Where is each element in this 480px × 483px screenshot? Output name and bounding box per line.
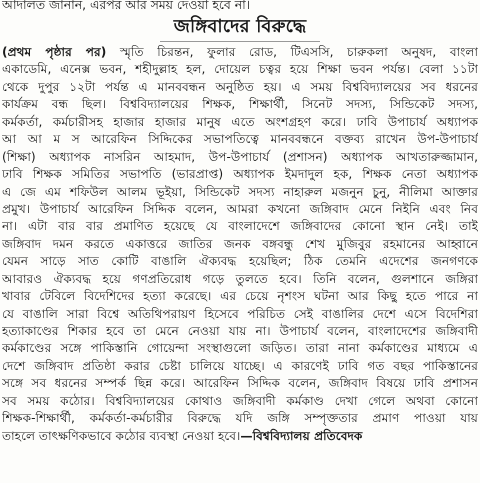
article-line: কর্মকাণ্ডের সঙ্গে পাকিস্তানি গোয়েন্দা সংস্থাগুলো জড়িত। তারা নানা কর্মকাণ্ডের মাধ্যমে এ: [2, 341, 478, 356]
article-line: (প্রথম পৃষ্ঠার পর) স্মৃতি চিরন্তন, ফুলার রোড, টিএসসি, চারুকলা অনুষদ, বাংলা: [2, 45, 478, 59]
article-line: একাডেমি, এনেক্স ভবন, শহীদুল্লাহ হল, দোয়েল চত্বর হয়ে শিক্ষা ভবন পর্যন্ত। বেলা ১১টা: [2, 62, 478, 77]
article-line: যেমন সাড়ে সাত কোটি বাঙালি ঐক্যবদ্ধ হয়েছিল; ঠিক তেমনি এদেশের জনগণকে: [2, 254, 478, 269]
article-line: তাহলে তাৎক্ষণিকভাবে কঠোর ব্যবস্থা নেওয়া হবে।—বিশ্ববিদ্যালয় প্রতিবেদক: [2, 428, 363, 443]
article-line: না। এটা বার বার প্রমাণিত হয়েছে যে বাংলাদেশে জঙ্গিবাদের কোনো স্থান নেই। তাই: [2, 219, 478, 234]
article-headline: জঙ্গিবাদের বিরুদ্ধে: [173, 16, 307, 37]
article-line: আবারও ঐক্যবদ্ধ হয়ে গণপ্রতিরোধ গড়ে তুলতে হবে। তিনি বলেন, গুলশানে জঙ্গিরা: [2, 271, 478, 286]
article-line: দেশে জঙ্গিবাদ প্রতিষ্ঠা করার চেষ্টা চালিয়ে যাচ্ছে। এ কারণেই ঢাবি গত বছর পাকিস্তানের: [2, 358, 478, 373]
previous-article-tail: আদালত জানান, এরপর আর সময় দেওয়া হবে না।: [2, 0, 251, 12]
article-line: শিক্ষক-শিক্ষার্থী, কর্মকর্তা-কর্মচারীর বিরুদ্ধে যদি জঙ্গি সম্পৃক্ততার প্রমাণ পাওয়া যায়: [2, 411, 478, 426]
article-line: সঙ্গে সব ধরনের সম্পর্ক ছিন্ন করে। আরেফিন সিদ্দিক বলেন, জঙ্গিবাদ বিষয়ে ঢাবি প্রশাসন: [2, 376, 478, 391]
article-line: যে বাঙালি সারা বিশ্বে অতিথিপরায়ণ হিসেবে পরিচিত সেই বাঙালির দেশে এসে বিদেশিরা: [2, 306, 478, 321]
article-line: এ জে এম শফিউল আলম ভূইয়া, সিন্ডিকেট সদস্য নাহারুল মজনুন চুনু, নীলিমা আক্তার: [2, 184, 478, 199]
article-line: প্রমুখ। উপাচার্য আরেফিন সিদ্দিক বলেন, আমরা কখনো জঙ্গিবাদ মেনে নিইনি এবং নিব: [2, 201, 478, 216]
article-body: [2, 44, 478, 445]
article-line: আ আ ম স আরেফিন সিদ্দিকের সভাপতিত্বে মানববন্ধনে বক্তব্য রাখেন উপ-উপাচার্য: [2, 132, 478, 147]
article-line: (শিক্ষা) অধ্যাপক নাসরিন আহমাদ, উপ-উপাচার্য (প্রশাসন) অধ্যাপক আখতারুজ্জামান,: [2, 149, 478, 164]
continuation-label: (প্রথম পৃষ্ঠার পর): [2, 45, 107, 59]
headline-divider: [160, 41, 320, 42]
article-line: কর্মকর্তা, কর্মচারীসহ হাজার হাজার মানুষ এতে অংশগ্রহণ করে। ঢাবি উপাচার্য অধ্যাপক: [2, 114, 478, 129]
article-line: জঙ্গিবাদ দমন করতে একাত্তরে জাতির জনক বঙ্গবন্ধু শেখ মুজিবুর রহমানের আহ্বানে: [2, 236, 478, 251]
article-line: খাবার টেবিলে বিদেশিদের হত্যা করেছে। এর চেয়ে নৃশংস ঘটনা আর কিছু হতে পারে না: [2, 289, 478, 304]
article-line: ঢাবি শিক্ষক সমিতির সভাপতি (ভারপ্রাপ্ত) অধ্যাপক ইমদাদুল হক, শিক্ষক নেতা অধ্যাপক: [2, 167, 478, 182]
article-line: সব সময় কঠোর। বিশ্ববিদ্যালয়ের কোথাও জঙ্গিবাদী কর্মকাণ্ড দেখা গেলে অথবা কোনো: [2, 393, 478, 408]
article-line: কার্যক্রম বন্ধ ছিল। বিশ্ববিদ্যালয়ের শিক্ষক, শিক্ষার্থী, সিনেট সদস্য, সিন্ডিকেট সদস্য,: [2, 97, 478, 112]
article-line: থেকে দুপুর ১২টা পর্যন্ত এ মানববন্ধন অনুষ্ঠিত হয়। এ সময় বিশ্ববিদ্যালয়ের সব ধরনের: [2, 79, 478, 94]
article-line: হত্যাকাণ্ডের শিকার হবে তা মেনে নেওয়া যায় না। উপাচার্য বলেন, বাংলাদেশের জঙ্গিবাদী: [2, 324, 478, 338]
byline: —বিশ্ববিদ্যালয় প্রতিবেদক: [240, 428, 363, 443]
